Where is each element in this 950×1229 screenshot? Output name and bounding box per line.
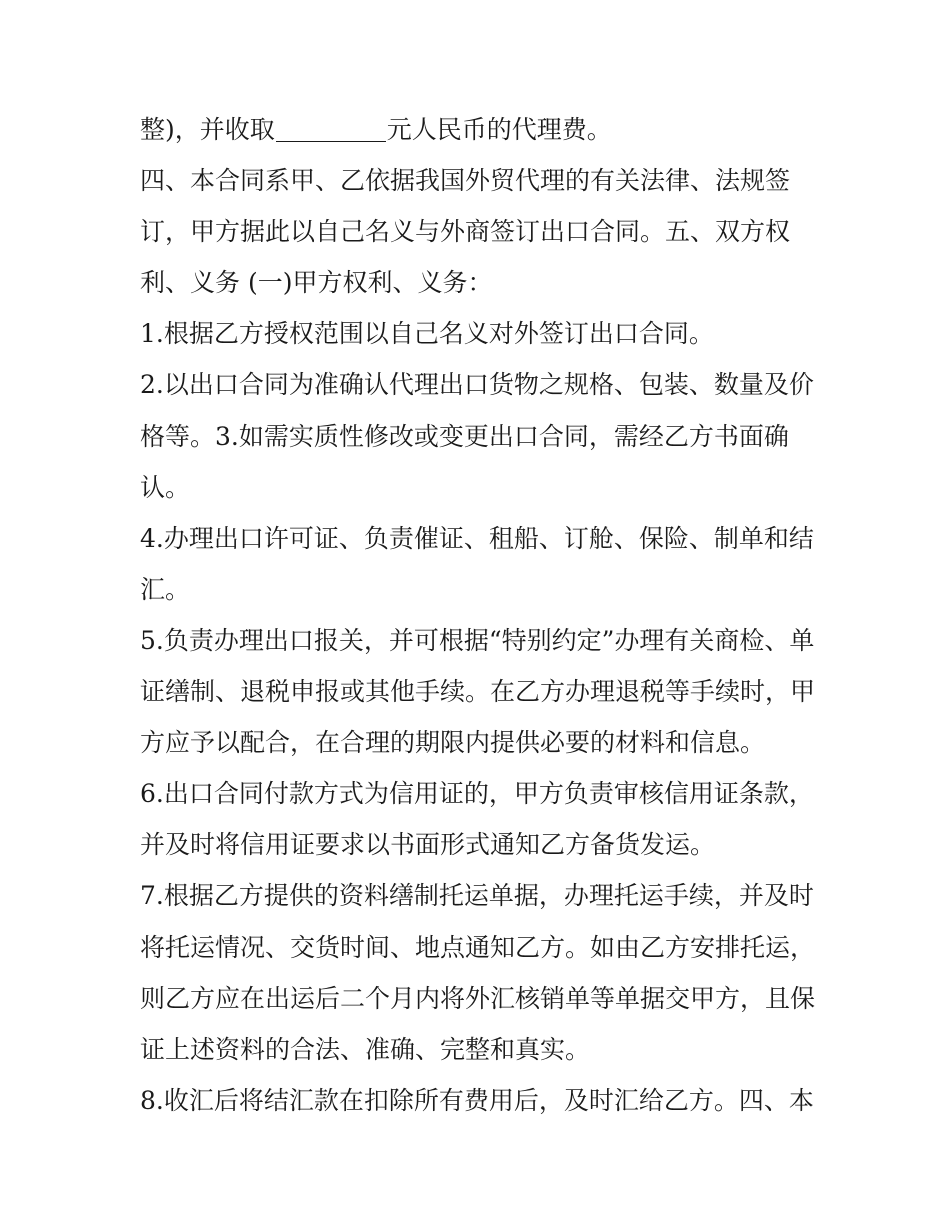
text-line: 8.收汇后将结汇款在扣除所有费用后，及时汇给乙方。四、本: [140, 1085, 814, 1115]
text-line: 证上述资料的合法、准确、完整和真实。: [140, 1034, 591, 1064]
text-line: 将托运情况、交货时间、地点通知乙方。如由乙方安排托运，: [140, 932, 816, 962]
text-line: 方应予以配合，在合理的期限内提供必要的材料和信息。: [140, 728, 766, 758]
text-line: 认。: [140, 472, 191, 502]
text-line: 则乙方应在出运后二个月内将外汇核销单等单据交甲方，且保: [140, 983, 816, 1013]
text-line: 1.根据乙方授权范围以自己名义对外签订出口合同。: [140, 319, 714, 349]
text-line: 证缮制、退税申报或其他手续。在乙方办理退税等手续时，甲: [140, 677, 816, 707]
text-line: 4.办理出口许可证、负责催证、租船、订舱、保险、制单和结: [140, 523, 814, 553]
text-line: 5.负责办理出口报关，并可根据“特别约定”办理有关商检、单: [140, 625, 815, 655]
text-line: 6.出口合同付款方式为信用证的，甲方负责审核信用证条款，: [140, 779, 814, 809]
fee-amount-blank: [276, 113, 386, 142]
text-line-fee: [140, 104, 820, 155]
text-line: 格等。3.如需实质性修改或变更出口合同，需经乙方书面确: [140, 421, 789, 451]
text-line: 利、义务 (一)甲方权利、义务：: [140, 268, 493, 298]
text-line: 7.根据乙方提供的资料缮制托运单据，办理托运手续，并及时: [140, 881, 814, 911]
fee-text-before: 整)，并收取: [140, 115, 275, 144]
text-line: 订，甲方据此以自己名义与外商签订出口合同。五、双方权: [140, 217, 791, 247]
contract-text: [140, 104, 820, 1126]
text-line: 汇。: [140, 574, 191, 604]
text-line: 四、本合同系甲、乙依据我国外贸代理的有关法律、法规签: [140, 166, 791, 196]
text-line: 2.以出口合同为准确认代理出口货物之规格、包装、数量及价: [140, 370, 814, 400]
text-line: 并及时将信用证要求以书面形式通知乙方备货发运。: [140, 830, 716, 860]
fee-text-after: 元人民币的代理费。: [386, 115, 612, 144]
